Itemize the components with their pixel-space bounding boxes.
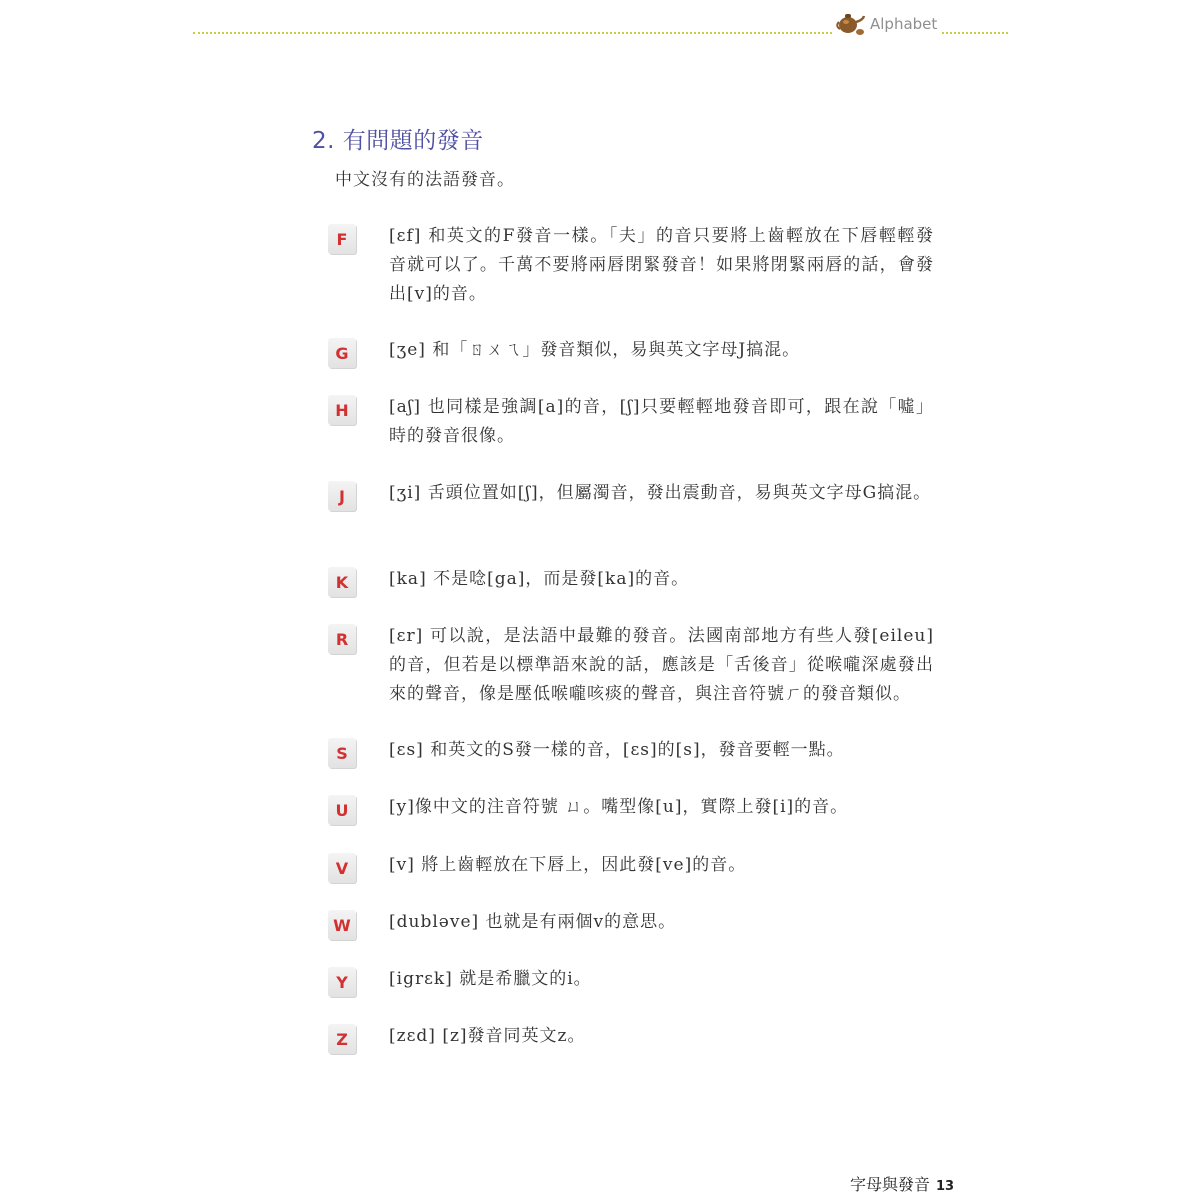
letter-badge: Z [328, 1024, 356, 1054]
letter-entry-j [328, 479, 938, 511]
page-footer [850, 1172, 954, 1195]
letter-entry-k [328, 565, 938, 597]
page-number: 13 [936, 1179, 955, 1194]
pronunciation-note: [ɛs] 和英文的S發一樣的音，[ɛs]的[s]，發音要輕一點。 [389, 740, 845, 760]
pronunciation-note: [ʒi] 舌頭位置如[ʃ]，但屬濁音，發出震動音，易與英文字母G搞混。 [389, 483, 932, 503]
letter-entry-v [328, 851, 938, 883]
pronunciation-note: [zɛd] [z]發音同英文z。 [389, 1026, 586, 1046]
footer-chapter-title: 字母與發音 [850, 1175, 931, 1194]
letter-entry-y [328, 965, 938, 997]
pronunciation-note: [ɛf] 和英文的F發音一樣。「夫」的音只要將上齒輕放在下唇輕輕發音就可以了。千萬不要將兩唇閉緊發音！如果將閉緊兩唇的話，會發出[v]的音。 [389, 226, 934, 304]
letter-badge: R [328, 624, 356, 654]
letter-badge: K [328, 567, 356, 597]
pronunciation-note: [ka] 不是唸[ga]，而是發[ka]的音。 [389, 569, 690, 589]
pronunciation-note: [dubləve] 也就是有兩個v的意思。 [389, 912, 677, 932]
letter-entry-r [328, 622, 938, 709]
letter-badge: F [328, 224, 356, 254]
letter-badge: S [328, 738, 356, 768]
letter-badge: W [328, 910, 356, 940]
header-tab-label: Alphabet [870, 15, 938, 33]
letter-badge: G [328, 338, 356, 368]
teapot-icon [836, 10, 866, 36]
pronunciation-note: [igrɛk] 就是希臘文的i。 [389, 969, 592, 989]
pronunciation-note: [ʒe] 和「ㄖㄨㄟ」發音類似，易與英文字母J搞混。 [389, 340, 801, 360]
letter-badge: Y [328, 967, 356, 997]
letter-entry-h [328, 393, 938, 451]
letter-badge: H [328, 395, 356, 425]
letter-entry-s [328, 736, 938, 768]
letter-entry-w [328, 908, 938, 940]
letter-entry-g [328, 336, 938, 368]
letter-entry-f [328, 222, 938, 309]
pronunciation-note: [ɛr] 可以說，是法語中最難的發音。法國南部地方有些人發[eileu]的音，但若是以標準語來說的話，應該是「舌後音」從喉嚨深處發出來的聲音，像是壓低喉嚨咳痰的聲音，與注音符號ㄏ的發音類似。 [389, 626, 934, 704]
section-intro: 中文沒有的法語發音。 [335, 170, 515, 190]
letter-entry-u [328, 793, 938, 825]
letter-badge: V [328, 853, 356, 883]
pronunciation-note: [y]像中文的注音符號 ㄩ。嘴型像[u]，實際上發[i]的音。 [389, 797, 849, 817]
letter-badge: J [328, 481, 356, 511]
pronunciation-note: [aʃ] 也同樣是強調[a]的音，[ʃ]只要輕輕地發音即可，跟在說「噓」時的發音很像。 [389, 397, 934, 446]
section-title: 2. 有問題的發音 [312, 128, 484, 154]
pronunciation-note: [v] 將上齒輕放在下唇上，因此發[ve]的音。 [389, 855, 747, 875]
letter-entry-z [328, 1022, 938, 1054]
running-header [832, 8, 941, 36]
letter-badge: U [328, 795, 356, 825]
